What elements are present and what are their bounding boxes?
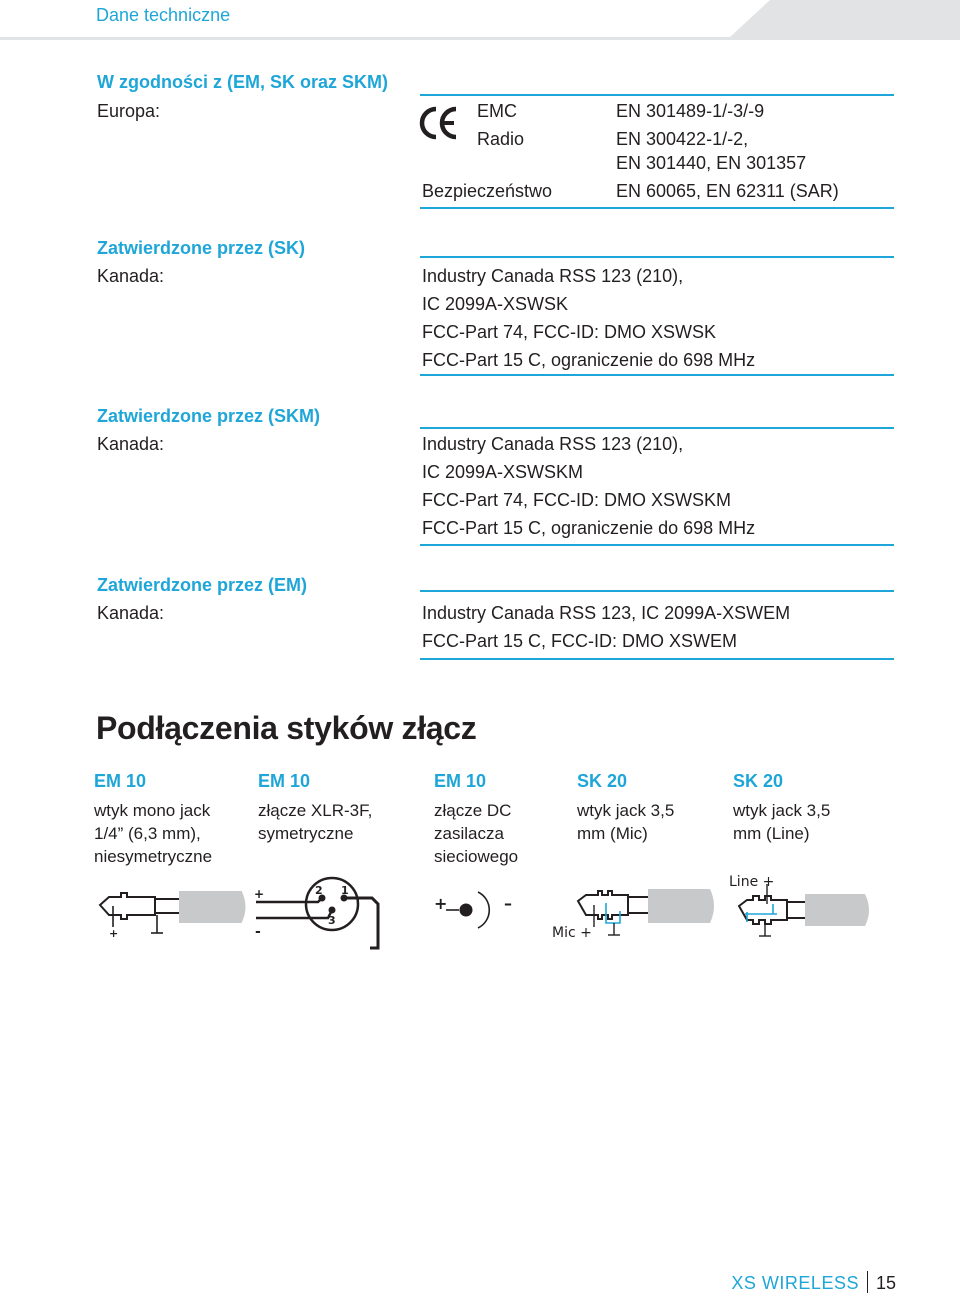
- xlr-3f-connector-icon: [252, 872, 402, 956]
- eu-row-name-radio: Radio: [477, 129, 525, 149]
- col-desc-4: [577, 799, 674, 845]
- jack-3-5mm-mic-plug-icon: [550, 875, 725, 943]
- col-desc-line: sieciowego: [434, 847, 519, 866]
- col-head-5: SK 20: [733, 771, 784, 791]
- col-desc-line: wtyk jack 3,5: [577, 801, 675, 820]
- col-head-2: EM 10: [258, 771, 311, 791]
- footer-separator: [867, 1271, 868, 1293]
- section-title-em: Zatwierdzone przez (EM): [97, 575, 308, 595]
- dc-power-connector-icon: [432, 885, 532, 935]
- col-desc-line: złącze XLR-3F,: [258, 801, 373, 820]
- jack-3-5mm-line-plug-icon: [727, 870, 882, 942]
- divider: [420, 544, 894, 546]
- section-title-sk: Zatwierdzone przez (SK): [97, 238, 306, 258]
- dc-plus-label: +: [434, 894, 448, 913]
- divider: [420, 427, 894, 429]
- eu-row-name-emc: EMC: [477, 101, 517, 121]
- label-kanada-sk: Kanada:: [97, 266, 165, 286]
- col-desc-line: zasilacza: [434, 824, 504, 843]
- divider: [420, 590, 894, 592]
- page-number: 15: [875, 1273, 896, 1293]
- plus-label: +: [109, 927, 119, 940]
- col-desc-1: [94, 799, 212, 868]
- col-desc-3: [434, 799, 518, 868]
- connectors-title: Podłączenia styków złącz: [96, 710, 477, 746]
- col-desc-2: [258, 799, 372, 845]
- eu-row-value-radio-2: EN 301440, EN 301357: [616, 153, 807, 173]
- sk-line-4: FCC-Part 15 C, ograniczenie do 698 MHz: [422, 350, 756, 370]
- sk-line-1: Industry Canada RSS 123 (210),: [422, 266, 684, 286]
- eu-row-value-radio: EN 300422-1/-2,: [616, 129, 749, 149]
- line-plus-label: Line +: [729, 874, 775, 890]
- sk-line-2: IC 2099A-XSWSK: [422, 294, 569, 314]
- col-desc-line: 1/4” (6,3 mm),: [94, 824, 201, 843]
- dc-minus-label: –: [504, 894, 512, 913]
- col-desc-line: wtyk jack 3,5: [733, 801, 831, 820]
- pin-2-label: 2: [315, 884, 323, 897]
- pin-1-label: 1: [341, 884, 349, 897]
- divider: [420, 658, 894, 660]
- label-europa: Europa:: [97, 101, 161, 121]
- eu-row-name-safety: Bezpieczeństwo: [422, 181, 553, 201]
- col-desc-line: złącze DC: [434, 801, 512, 820]
- label-kanada-em: Kanada:: [97, 603, 165, 623]
- divider: [420, 374, 894, 376]
- divider: [420, 94, 894, 96]
- xlr-plus-label: +: [254, 887, 265, 901]
- eu-row-value-emc: EN 301489-1/-3/-9: [616, 101, 765, 121]
- col-desc-line: niesymetryczne: [94, 847, 213, 866]
- col-desc-line: mm (Mic): [577, 824, 648, 843]
- section-title-eu: W zgodności z (EM, SK oraz SKM): [97, 72, 388, 92]
- xlr-minus-label: -: [255, 924, 261, 940]
- col-desc-line: symetryczne: [258, 824, 354, 843]
- divider: [420, 207, 894, 209]
- skm-line-2: IC 2099A-XSWSKM: [422, 462, 584, 482]
- col-desc-5: [733, 799, 830, 845]
- em-line-1: Industry Canada RSS 123, IC 2099A-XSWEM: [422, 603, 791, 623]
- eu-row-value-safety: EN 60065, EN 62311 (SAR): [616, 181, 839, 201]
- page-footer: [731, 1271, 896, 1294]
- col-head-4: SK 20: [577, 771, 628, 791]
- jack-6-3mm-plug-icon: [95, 875, 255, 940]
- header-title: Dane techniczne: [96, 5, 231, 25]
- page-header: [0, 0, 960, 40]
- section-title-skm: Zatwierdzone przez (SKM): [97, 406, 321, 426]
- mic-plus-label: Mic +: [552, 925, 592, 941]
- skm-line-4: FCC-Part 15 C, ograniczenie do 698 MHz: [422, 518, 756, 538]
- pin-3-label: 3: [328, 914, 336, 927]
- divider: [420, 256, 894, 258]
- footer-brand: XS WIRELESS: [731, 1273, 859, 1293]
- ce-mark-icon: [417, 105, 461, 141]
- col-desc-line: wtyk mono jack: [94, 801, 211, 820]
- label-kanada-skm: Kanada:: [97, 434, 165, 454]
- col-head-3: EM 10: [434, 771, 487, 791]
- skm-line-1: Industry Canada RSS 123 (210),: [422, 434, 684, 454]
- col-desc-line: mm (Line): [733, 824, 810, 843]
- em-line-2: FCC-Part 15 C, FCC-ID: DMO XSWEM: [422, 631, 738, 651]
- skm-line-3: FCC-Part 74, FCC-ID: DMO XSWSKM: [422, 490, 732, 510]
- sk-line-3: FCC-Part 74, FCC-ID: DMO XSWSK: [422, 322, 717, 342]
- col-head-1: EM 10: [94, 771, 147, 791]
